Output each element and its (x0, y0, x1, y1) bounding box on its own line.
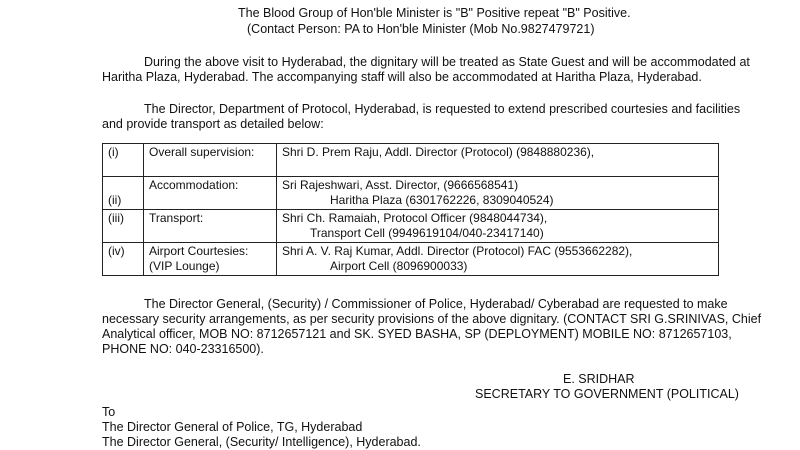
para1-line1: During the above visit to Hyderabad, the dignitary will be treated as State Guest and will be accommodated at (144, 55, 750, 69)
row-number: (iv) (103, 243, 144, 276)
detail-subline: Airport Cell (8096900033) (330, 259, 468, 273)
detail-subline: Transport Cell (9949619104/040-23417140) (310, 226, 544, 240)
number-text: (ii) (108, 193, 122, 207)
signatory-designation: SECRETARY TO GOVERNMENT (POLITICAL) (475, 387, 739, 401)
detail-line: Shri Ch. Ramaiah, Protocol Officer (9848044734), (282, 211, 548, 225)
row-number: (iii) (103, 210, 144, 243)
table-row (103, 144, 719, 177)
row-number (103, 177, 144, 210)
row-item: Accommodation: (144, 177, 277, 210)
signatory-name: E. SRIDHAR (563, 372, 635, 386)
to-label: To (102, 405, 116, 419)
table-row (103, 210, 719, 243)
item-line: Airport Courtesies: (149, 244, 249, 258)
contact-person-line: (Contact Person: PA to Hon'ble Minister (Mob No.9827479721) (247, 22, 595, 36)
row-item: Overall supervision: (144, 144, 277, 177)
blood-group-line: The Blood Group of Hon'ble Minister is "B" Positive repeat "B" Positive. (238, 6, 631, 20)
para3-line1: The Director General, (Security) / Commissioner of Police, Hyderabad/ Cyberabad are requested to make (144, 297, 728, 311)
row-item: Transport: (144, 210, 277, 243)
table-row (103, 243, 719, 276)
para2-line1: The Director, Department of Protocol, Hyderabad, is requested to extend prescribed courtesies and facilities (144, 102, 741, 116)
detail-line: Shri D. Prem Raju, Addl. Director (Protocol) (9848880236), (282, 145, 595, 159)
courtesies-table (102, 143, 719, 276)
para1-line2: Haritha Plaza, Hyderabad. The accompanying staff will also be accommodated at Haritha Plaza, Hyderabad. (102, 70, 702, 84)
item-subline: (VIP Lounge) (149, 259, 220, 273)
para3-line2: necessary security arrangements, as per security provisions of the above dignitary. (CONTACT SRI G.SRINIVAS, Chief (102, 312, 762, 326)
recipient-item: The Director General, (Security/ Intelligence), Hyderabad. (102, 435, 421, 449)
para2-line2: and provide transport as detailed below: (102, 117, 324, 131)
row-number: (i) (103, 144, 144, 177)
detail-line: Sri Rajeshwari, Asst. Director, (9666568541) (282, 178, 519, 192)
para3-line3: Analytical officer, MOB NO: 8712657121 and SK. SYED BASHA, SP (DEPLOYMENT) MOBILE NO: 8712657103, (102, 327, 732, 341)
detail-line: Shri A. V. Raj Kumar, Addl. Director (Protocol) FAC (9553662282), (282, 244, 633, 258)
row-detail (277, 243, 719, 276)
row-detail (277, 177, 719, 210)
recipient-item: The Director General of Police, TG, Hyderabad (102, 420, 363, 434)
detail-spacer (282, 160, 713, 175)
row-detail (277, 210, 719, 243)
para3-line4: PHONE NO: 040-23316500). (102, 342, 264, 356)
row-item (144, 243, 277, 276)
number-spacer (108, 178, 138, 193)
table-row (103, 177, 719, 210)
detail-subline: Haritha Plaza (6301762226, 8309040524) (330, 193, 554, 207)
row-detail (277, 144, 719, 177)
